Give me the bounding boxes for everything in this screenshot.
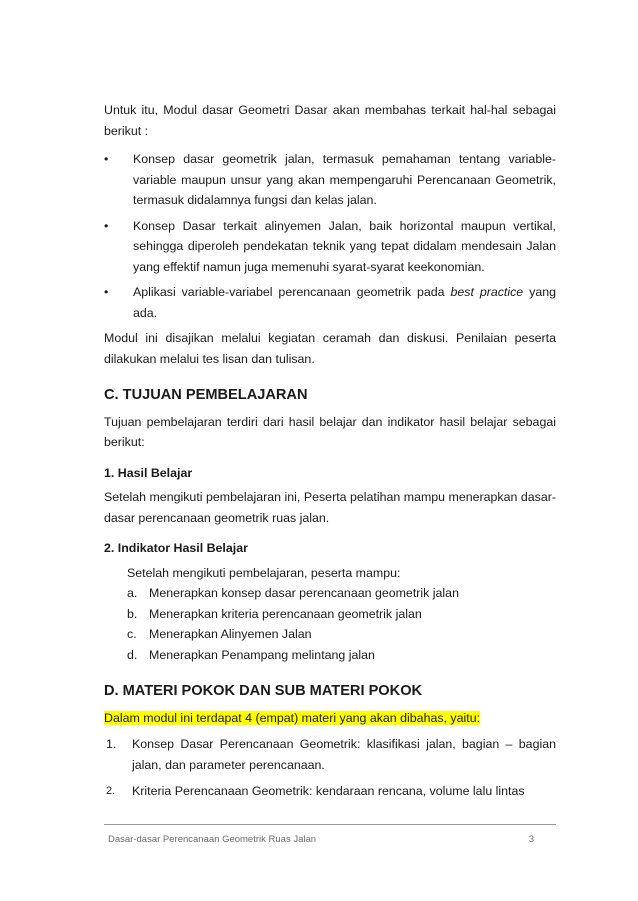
subsection-1-text: Setelah mengikuti pembelajaran ini, Peserta pelatihan mampu menerapkan dasar-dasar perencanaan geometrik ruas jalan. bbox=[104, 490, 556, 525]
indicator-intro: Setelah mengikuti pembelajaran, peserta mampu: bbox=[127, 565, 401, 580]
section-c-heading: C. TUJUAN PEMBELAJARAN bbox=[104, 387, 308, 403]
list-item bbox=[104, 216, 556, 278]
bullet-mark: • bbox=[104, 285, 109, 299]
bullet-text-italic: best practice bbox=[450, 285, 524, 299]
indicator-list bbox=[104, 563, 556, 666]
list-mark: b. bbox=[127, 606, 138, 621]
subsection-1-heading: 1. Hasil Belajar bbox=[104, 465, 193, 480]
footer-title: Dasar-dasar Perencanaan Geometrik Ruas Jalan bbox=[108, 834, 317, 845]
list-item bbox=[104, 282, 556, 323]
bullet-text: Konsep Dasar terkait alinyemen Jalan, baik horizontal maupun vertikal, sehingga diperoleh pendekatan teknik yang tepat didalam mendesain Jalan yang effektif namun juga memenuhi syarat-syarat keekonomian. bbox=[133, 218, 556, 274]
bullet-text bbox=[133, 282, 556, 323]
list-text: Kriteria Perencanaan Geometrik: kendaraan rencana, volume lalu lintas bbox=[132, 784, 525, 798]
list-text: Konsep Dasar Perencanaan Geometrik: klasifikasi jalan, bagian – bagian jalan, dan parameter perencanaan. bbox=[132, 737, 556, 772]
section-d-heading: D. MATERI POKOK DAN SUB MATERI POKOK bbox=[104, 683, 423, 699]
page-footer bbox=[104, 824, 556, 845]
list-mark: d. bbox=[127, 647, 138, 662]
list-mark: c. bbox=[127, 627, 137, 641]
list-item bbox=[104, 149, 556, 211]
list-text: Menerapkan Penampang melintang jalan bbox=[149, 647, 375, 662]
section-c-intro: Tujuan pembelajaran terdiri dari hasil belajar dan indikator hasil belajar sebagai berikut: bbox=[104, 414, 556, 449]
list-item bbox=[127, 604, 556, 625]
document-body bbox=[104, 100, 556, 802]
list-item bbox=[127, 645, 556, 666]
list-item bbox=[104, 781, 556, 802]
subsection-2-heading: 2. Indikator Hasil Belajar bbox=[104, 541, 248, 555]
closing-paragraph: Modul ini disajikan melalui kegiatan ceramah dan diskusi. Penilaian peserta dilakukan melalui tes lisan dan tulisan. bbox=[104, 331, 556, 366]
bullet-text-part: Aplikasi variable-variabel perencanaan geometrik pada bbox=[133, 285, 451, 299]
list-item bbox=[104, 734, 556, 775]
bullet-text-part: yang ada. bbox=[133, 285, 557, 320]
list-item bbox=[127, 624, 556, 645]
list-mark: 2. bbox=[106, 785, 116, 797]
intro-paragraph: Untuk itu, Modul dasar Geometri Dasar akan membahas terkait hal-hal sebagai berikut : bbox=[104, 103, 556, 138]
list-mark: 1. bbox=[106, 737, 117, 751]
section-d-intro bbox=[104, 708, 556, 729]
bullet-mark: • bbox=[104, 152, 109, 166]
highlighted-text: Dalam modul ini terdapat 4 (empat) materi yang akan dibahas, yaitu: bbox=[104, 710, 481, 725]
list-item bbox=[127, 583, 556, 604]
list-text: Menerapkan Alinyemen Jalan bbox=[149, 627, 312, 641]
bullet-text: Konsep dasar geometrik jalan, termasuk pemahaman tentang variable-variable maupun unsur yang akan mempengaruhi Perencanaan Geometrik, termasuk didalamnya fungsi dan kelas jalan. bbox=[133, 152, 556, 207]
list-mark: a. bbox=[127, 586, 138, 600]
page-number: 3 bbox=[528, 834, 534, 845]
list-text: Menerapkan konsep dasar perencanaan geometrik jalan bbox=[149, 586, 459, 600]
bullet-mark: • bbox=[104, 218, 109, 233]
list-text: Menerapkan kriteria perencanaan geometrik jalan bbox=[149, 606, 422, 621]
